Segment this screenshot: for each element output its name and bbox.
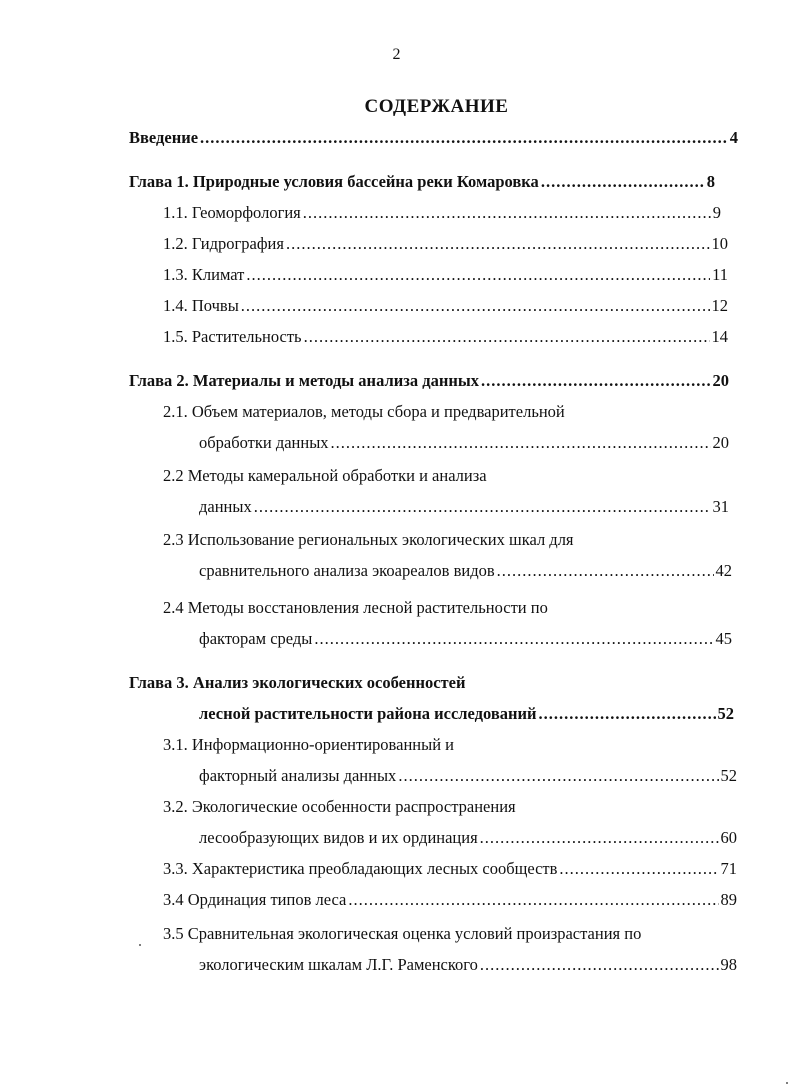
- toc-entry-page: 52: [717, 704, 734, 723]
- toc-leader: [480, 955, 719, 975]
- toc-entry-chapter-2: [129, 371, 729, 391]
- toc-entry-page: 11: [712, 265, 728, 284]
- toc-leader: [541, 172, 705, 192]
- toc-entry-2-2: [199, 497, 729, 517]
- toc-entry-page: 89: [720, 890, 737, 909]
- toc-entry-page: 98: [720, 955, 737, 974]
- toc-entry-page: 9: [712, 203, 721, 222]
- toc-entry-page: 20: [712, 433, 729, 452]
- toc-entry-page: 31: [712, 497, 729, 516]
- toc-entry-chapter-3: [199, 704, 734, 724]
- toc-entry-text: сравнительного анализа экоареалов видов: [199, 561, 495, 580]
- toc-entry-text: 1.2. Гидрография: [163, 234, 284, 253]
- toc-leader: [246, 265, 710, 285]
- toc-entry-3-5-line1: 3.5 Сравнительная экологическая оценка условий произрастания по: [163, 924, 642, 943]
- toc-entry-2-1: [199, 433, 729, 453]
- toc-entry-text: 3.3. Характеристика преобладающих лесных сообществ: [163, 859, 558, 878]
- toc-entry-3-1-line1: 3.1. Информационно-ориентированный и: [163, 735, 454, 754]
- toc-entry-page: 8: [706, 172, 715, 191]
- toc-entry-1-3: [163, 265, 728, 285]
- toc-entry-text: факторный анализы данных: [199, 766, 397, 785]
- toc-leader: [481, 371, 711, 391]
- toc-entry-text: факторам среды: [199, 629, 313, 648]
- toc-entry-text: 1.3. Климат: [163, 265, 245, 284]
- toc-entry-chapter-3-line1: Глава 3. Анализ экологических особенностей: [129, 673, 466, 692]
- toc-entry-text: экологическим шкалам Л.Г. Раменского: [199, 955, 478, 974]
- toc-leader: [254, 497, 711, 517]
- toc-leader: [314, 629, 713, 649]
- toc-entry-page: 12: [711, 296, 728, 315]
- toc-entry-3-2-line1: 3.2. Экологические особенности распространения: [163, 797, 516, 816]
- toc-entry-2-3: [199, 561, 732, 581]
- toc-leader: [200, 128, 728, 148]
- toc-leader: [497, 561, 714, 581]
- toc-entry-text: Глава 2. Материалы и методы анализа данных: [129, 371, 479, 390]
- toc-leader: [348, 890, 718, 910]
- toc-entry-1-4: [163, 296, 728, 316]
- toc-leader: [398, 766, 718, 786]
- toc-entry-text: обработки данных: [199, 433, 329, 452]
- toc-entry-3-4: [163, 890, 737, 910]
- toc-entry-text: лесообразующих видов и их ординация: [199, 828, 478, 847]
- toc-entry-1-2: [163, 234, 728, 254]
- toc-entry-text: 3.4 Ординация типов леса: [163, 890, 347, 909]
- toc-entry-page: 42: [715, 561, 732, 580]
- toc-entry-1-5: [163, 327, 728, 347]
- toc-entry-page: 20: [712, 371, 729, 390]
- toc-entry-2-4-line1: 2.4 Методы восстановления лесной растительности по: [163, 598, 548, 617]
- toc-entry-page: 60: [720, 828, 737, 847]
- toc-leader: [559, 859, 718, 879]
- toc-entry-page: 52: [720, 766, 737, 785]
- toc-leader: [241, 296, 710, 316]
- toc-entry-3-5: [199, 955, 737, 975]
- toc-entry-page: 14: [711, 327, 728, 346]
- toc-entry-page: 45: [715, 629, 732, 648]
- toc-entry-2-1-line1: 2.1. Объем материалов, методы сбора и предварительной: [163, 402, 565, 421]
- toc-entry-introduction: [129, 128, 738, 148]
- toc-entry-1-1: [163, 203, 721, 223]
- toc-entry-text: 1.4. Почвы: [163, 296, 239, 315]
- toc-entry-text: лесной растительности района исследований: [199, 704, 537, 723]
- toc-entry-page: 4: [729, 128, 738, 147]
- toc-entry-text: 1.1. Геоморфология: [163, 203, 301, 222]
- toc-leader: [286, 234, 710, 254]
- toc-leader: [304, 327, 710, 347]
- toc-entry-page: 10: [711, 234, 728, 253]
- toc-entry-2-2-line1: 2.2 Методы камеральной обработки и анализа: [163, 466, 487, 485]
- toc-entry-chapter-1: [129, 172, 715, 192]
- toc-entry-text: Введение: [129, 128, 199, 147]
- toc-entry-text: данных: [199, 497, 252, 516]
- toc-leader: [480, 828, 719, 848]
- toc-entry-page: 71: [720, 859, 737, 878]
- toc-leader: [331, 433, 711, 453]
- toc-entry-2-3-line1: 2.3 Использование региональных экологических шкал для: [163, 530, 574, 549]
- toc-entry-text: Глава 1. Природные условия бассейна реки Комаровка: [129, 172, 539, 191]
- scan-speck: [139, 944, 141, 946]
- toc-entry-3-1: [199, 766, 737, 786]
- toc-entry-text: 1.5. Растительность: [163, 327, 302, 346]
- page-number: 2: [392, 46, 401, 63]
- toc-entry-3-3: [163, 859, 737, 879]
- toc-entry-2-4: [199, 629, 732, 649]
- scan-speck: [786, 1082, 788, 1084]
- toc-entry-3-2: [199, 828, 737, 848]
- toc-leader: [539, 704, 716, 724]
- toc-title: СОДЕРЖАНИЕ: [364, 96, 509, 117]
- toc-leader: [303, 203, 711, 223]
